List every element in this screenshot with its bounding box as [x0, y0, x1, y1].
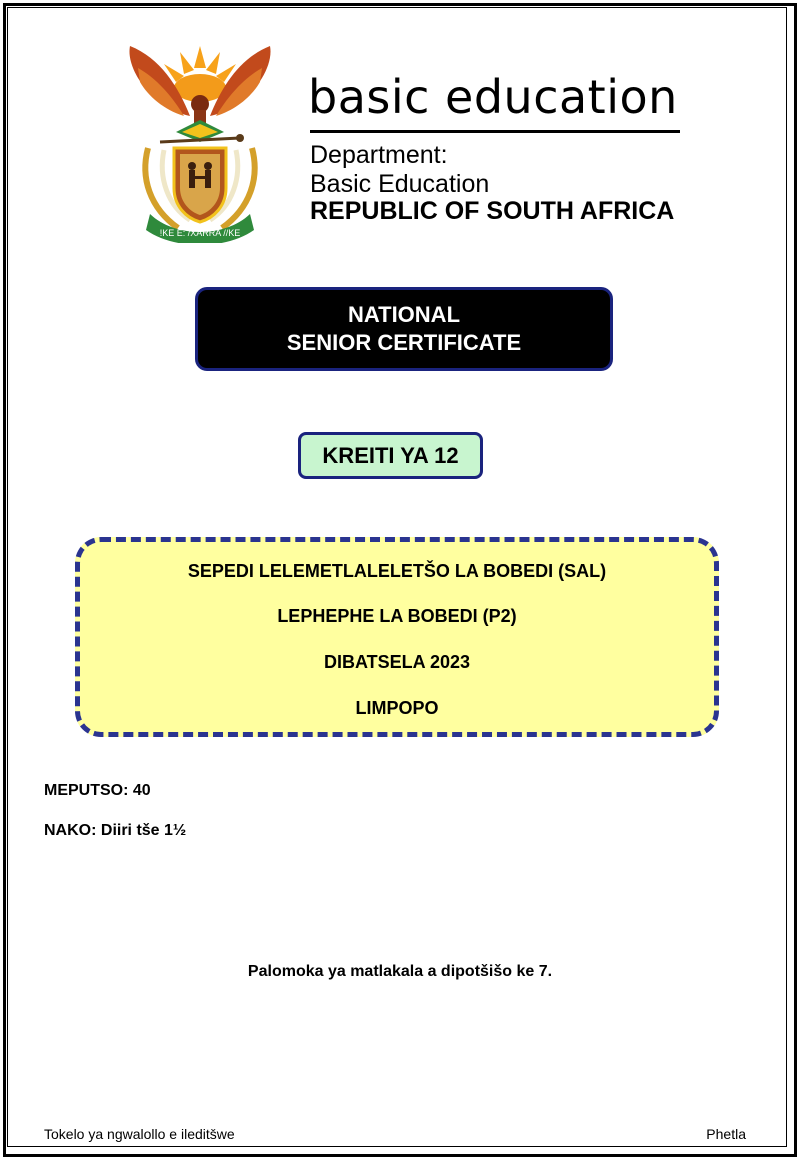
department-name: Basic Education: [310, 170, 490, 198]
certificate-banner: [195, 287, 613, 371]
department-label: Department:: [310, 141, 448, 169]
motto-text: !KE E: /XARRA //KE: [159, 228, 241, 238]
marks-label: MEPUTSO: 40: [44, 782, 151, 799]
certificate-line-1: NATIONAL: [347, 302, 461, 327]
brand-rule: [310, 130, 680, 133]
subject-panel: [75, 537, 719, 737]
page-count-note: Palomoka ya matlakala a dipotšišo ke 7.: [247, 963, 553, 980]
paper-number: LEPHEPHE LA BOBEDI (P2): [277, 606, 517, 626]
brand-title: basic education: [308, 70, 678, 124]
subject-name: SEPEDI LELEMETLALELETŠO LA BOBEDI (SAL): [187, 561, 607, 581]
time-label: NAKO: Diiri tše 1½: [44, 822, 187, 839]
grade-badge: KREITI YA 12: [298, 432, 483, 479]
certificate-line-2: SENIOR CERTIFICATE: [286, 330, 522, 355]
exam-session: DIBATSELA 2023: [323, 652, 471, 672]
province: LIMPOPO: [355, 698, 439, 718]
copyright-footer: Tokelo ya ngwalollo e ileditšwe: [44, 1126, 235, 1142]
coat-of-arms-icon: [120, 38, 280, 243]
country-name: REPUBLIC OF SOUTH AFRICA: [310, 197, 675, 225]
turn-over-footer: Phetla: [706, 1126, 746, 1142]
